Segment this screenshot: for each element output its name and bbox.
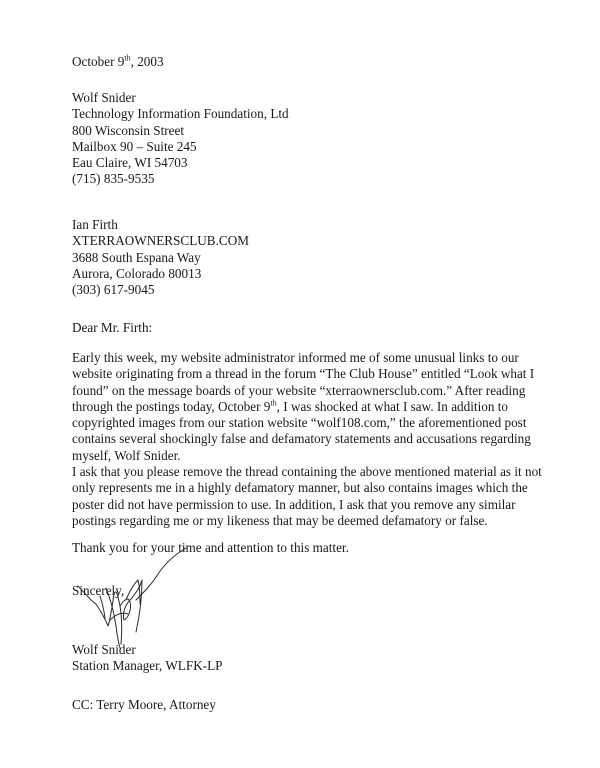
thanks-text: Thank you for your time and attention to this matter. bbox=[72, 540, 349, 555]
sender-city: Eau Claire, WI 54703 bbox=[72, 155, 188, 171]
sender-name: Wolf Snider bbox=[72, 90, 136, 105]
recipient-organization: XTERRAOWNERSCLUB.COM bbox=[72, 233, 249, 249]
cc-line bbox=[72, 697, 216, 713]
recipient-city: Aurora, Colorado 80013 bbox=[72, 265, 202, 281]
date-text: October 9 bbox=[72, 54, 125, 69]
paragraph-line bbox=[72, 399, 534, 415]
salutation bbox=[72, 320, 152, 336]
signature-stroke bbox=[136, 548, 186, 600]
recipient-street: 3688 South Espana Way bbox=[72, 249, 201, 265]
sender-organization: Technology Information Foundation, Ltd bbox=[72, 106, 289, 122]
paragraph-line: Early this week, my website administrator informed me of some unusual links to our bbox=[72, 350, 519, 365]
paragraph-line: copyrighted images from our station website “wolf108.com,” the aforementioned post bbox=[72, 415, 527, 431]
signature-stroke bbox=[126, 580, 140, 604]
body-paragraph-2 bbox=[72, 464, 542, 529]
sender-mailbox: Mailbox 90 – Suite 245 bbox=[72, 138, 197, 154]
paragraph-line: I ask that you please remove the thread containing the above mentioned material as it not bbox=[72, 464, 542, 479]
signer-title: Station Manager, WLFK-LP bbox=[72, 658, 223, 674]
signature-stroke bbox=[120, 598, 132, 620]
paragraph-line: found” on the message boards of your website “xterraownersclub.com.” After reading bbox=[72, 382, 526, 398]
letter-date bbox=[72, 54, 164, 70]
paragraph-line: poster did not have permission to use. In addition, I ask that you remove any similar bbox=[72, 496, 516, 512]
recipient-name: Ian Firth bbox=[72, 217, 118, 232]
recipient-phone: (303) 617-9045 bbox=[72, 282, 155, 298]
date-year: , 2003 bbox=[130, 54, 164, 69]
recipient-address-block bbox=[72, 217, 249, 298]
cc-text: CC: Terry Moore, Attorney bbox=[72, 697, 216, 712]
body-paragraph-1 bbox=[72, 350, 534, 464]
date-ordinal: th bbox=[124, 53, 131, 63]
signer-name: Wolf Snider bbox=[72, 642, 136, 657]
closing-text: Sincerely, bbox=[72, 583, 125, 598]
sender-street: 800 Wisconsin Street bbox=[72, 122, 185, 138]
sender-address-block bbox=[72, 90, 289, 188]
paragraph-line: website originating from a thread in the forum “The Club House” entitled “Look what I bbox=[72, 366, 535, 382]
paragraph-line-part: through the postings today, October 9 bbox=[72, 398, 271, 414]
signature-stroke bbox=[132, 580, 142, 632]
signature-stroke bbox=[78, 586, 122, 644]
salutation-text: Dear Mr. Firth: bbox=[72, 320, 153, 335]
paragraph-line: only represents me in a highly defamatory manner, but also contains images which the bbox=[72, 480, 528, 496]
paragraph-line: contains several shockingly false and defamatory statements and accusations regarding bbox=[72, 431, 531, 447]
sender-phone: (715) 835-9535 bbox=[72, 171, 155, 187]
signature-block bbox=[72, 642, 223, 675]
paragraph-line: postings regarding me or my likeness that may be deemed defamatory or false. bbox=[72, 512, 488, 528]
date-ordinal: th bbox=[270, 398, 277, 408]
paragraph-line: myself, Wolf Snider. bbox=[72, 447, 181, 463]
paragraph-line-part: , I was shocked at what I saw. In addition to bbox=[276, 398, 508, 414]
